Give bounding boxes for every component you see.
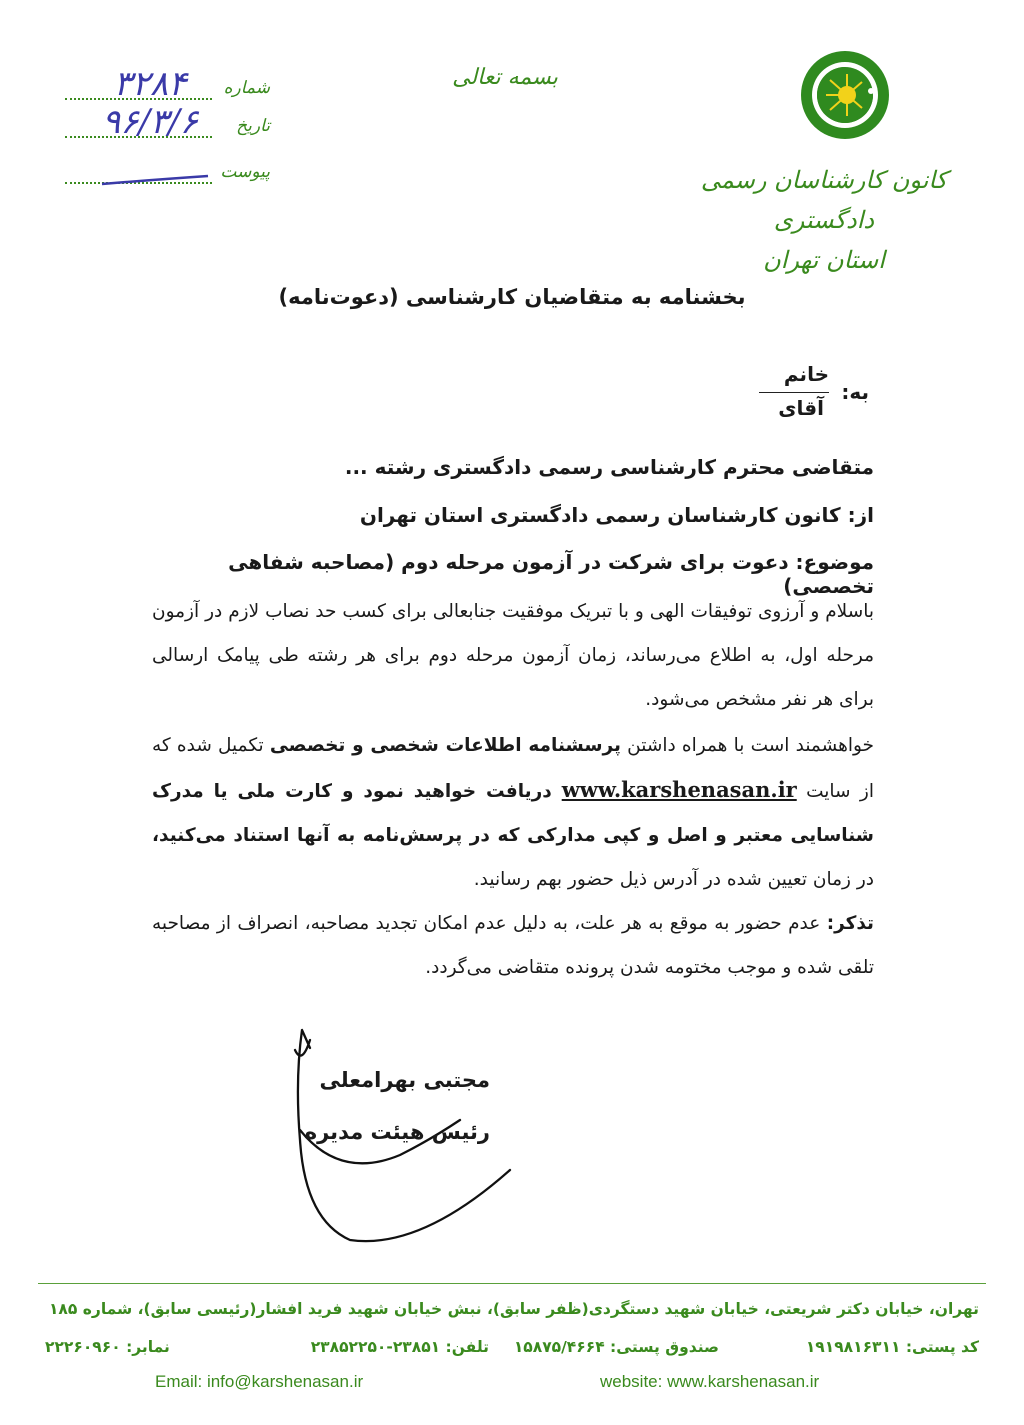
meta-date-row: [60, 102, 270, 144]
organization-name: [694, 160, 954, 280]
attachment-label: پیوست: [220, 162, 270, 182]
questionnaire-text: پرسشنامه اطلاعات شخصی و تخصصی: [269, 735, 621, 756]
footer-address: تهران، خیابان دکتر شریعتی، خیابان شهید دستگردی(ظفر سابق)، نبش خیابان شهید فرید افشار(رئیسی سابق)، شماره ۱۸۵: [48, 1300, 979, 1318]
website-link[interactable]: www.karshenasan.ir: [561, 777, 797, 802]
footer-po-box: صندوق پستی: ۱۵۸۷۵/۴۶۶۴: [513, 1338, 719, 1356]
recipient-divider: [759, 392, 829, 393]
signer-title: رئیس هیئت مدیره: [304, 1120, 490, 1144]
footer-email[interactable]: Email: info@karshenasan.ir: [155, 1372, 364, 1391]
p2-part-d: دریافت خواهید نمود و کارت ملی یا مدرک شناسایی معتبر و اصل و کپی مدارکی که در پرسش‌نامه به آنها استناد می‌کنید،: [152, 781, 874, 846]
meta-number-row: [60, 64, 270, 106]
signer-name: مجتبی بهرامعلی: [319, 1068, 490, 1092]
footer-contact-row: [45, 1338, 979, 1362]
date-value: ۹۶/۳/۶: [102, 102, 198, 142]
recipient-sir: آقای: [778, 396, 824, 420]
organization-name-line2: استان تهران: [763, 246, 885, 274]
p2-part-e: در زمان تعیین شده در آدرس ذیل حضور بهم رسانید.: [473, 869, 874, 890]
p2-part-c: تکمیل شده که از سایت: [152, 735, 874, 802]
body-paragraph-2: [152, 724, 874, 902]
footer-postal-code: کد پستی: ۱۹۱۹۸۱۶۳۱۱: [805, 1338, 979, 1356]
note-text: عدم حضور به موقع به هر علت، به دلیل عدم امکان تجدید مصاحبه، انصراف از مصاحبه تلقی شده و موجب مختومه شدن پرونده متقاضی می‌گردد.: [152, 913, 874, 978]
number-value: ۳۲۸۴: [113, 64, 187, 104]
letter-title: بخشنامه به متقاضیان کارشناسی (دعوت‌نامه): [278, 285, 746, 309]
recipient-block: [569, 360, 869, 430]
date-label: تاریخ: [236, 116, 270, 136]
p2-part-a: خواهشمند است با همراه داشتن: [620, 735, 874, 756]
footer-website[interactable]: website: www.karshenasan.ir: [600, 1372, 820, 1391]
body-paragraph-1: باسلام و آرزوی توفیقات الهی و با تبریک موفقیت جنابعالی برای کسب حد نصاب لازم در آزمون مرحله اول، به اطلاع می‌رساند، زمان آزمون مرحله دوم برای هر رشته طی پیامک ارسالی برای هر نفر مشخص می‌شود.: [152, 601, 874, 710]
attachment-ink-stroke: [100, 170, 210, 190]
from-line: از: کانون کارشناسان رسمی دادگستری استان تهران: [359, 503, 874, 527]
footer-phone: تلفن: ۲۳۸۵۱-۲۳۸۵۲۲۵۰: [310, 1338, 489, 1356]
recipient-label: به:: [841, 380, 869, 404]
applicant-line: متقاضی محترم کارشناسی رسمی دادگستری رشته ...: [344, 455, 874, 479]
basmala: بسمه تعالی: [452, 65, 558, 90]
subject-line: موضوع: دعوت برای شرکت در آزمون مرحله دوم (مصاحبه شفاهی تخصصی): [228, 550, 874, 598]
note-paragraph: [152, 902, 874, 990]
footer-divider: [38, 1283, 986, 1284]
number-label: شماره: [223, 78, 270, 98]
footer-fax: نمابر: ۲۲۲۶۰۹۶۰: [45, 1338, 170, 1356]
organization-name-line1: کانون کارشناسان رسمی دادگستری: [700, 166, 948, 234]
note-label: تذکر:: [826, 913, 874, 934]
letter-body: [152, 590, 874, 990]
organization-logo: [800, 50, 890, 140]
recipient-lady: خانم: [783, 362, 829, 386]
